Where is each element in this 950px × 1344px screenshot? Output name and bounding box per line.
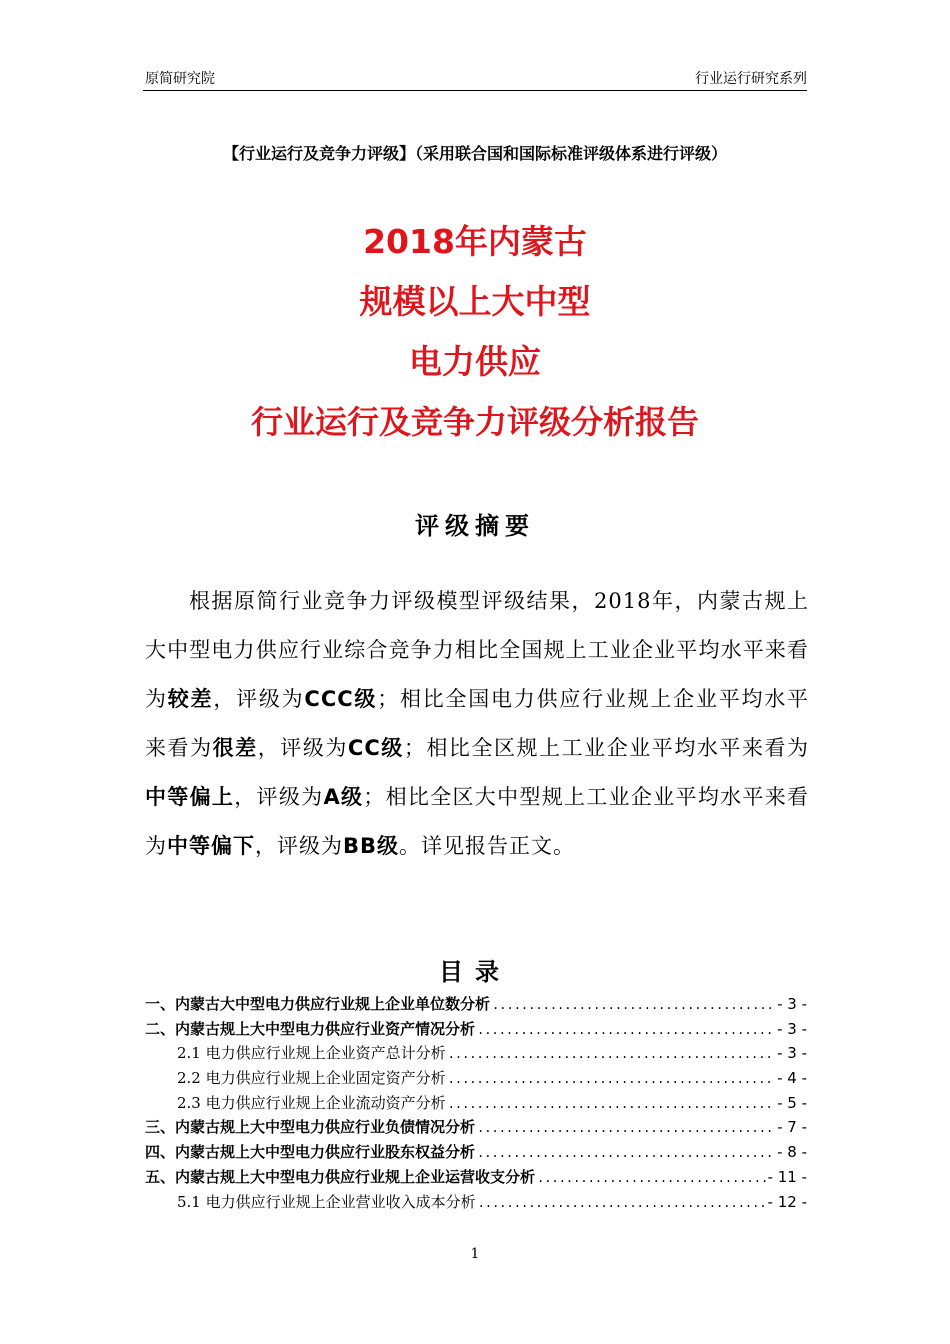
summary-paragraph [145,577,809,871]
rating-method-line: 【行业运行及竞争力评级】（采用联合国和国际标准评级体系进行评级） [222,144,727,163]
toc-leader-dots [477,1018,775,1043]
toc-entry-page: - 8 - [777,1143,807,1162]
toc-entry-title: 四、内蒙古规上大中型电力供应行业股东权益分析 [145,1143,476,1162]
summary-text: ，评级为 [213,687,305,711]
toc-entry[interactable] [145,1017,807,1042]
toc-entry-title: 二、内蒙古规上大中型电力供应行业资产情况分析 [145,1019,476,1038]
toc-entry-page: - 7 - [777,1118,807,1137]
summary-emphasis: 很差 [212,736,258,760]
page-header [143,66,807,91]
toc-leader-dots [537,1166,766,1191]
summary-emphasis: CCC级 [304,687,378,711]
toc-entry-title: 五、内蒙古规上大中型电力供应行业规上企业运营收支分析 [145,1167,536,1186]
toc-entry-page: - 11 - [767,1167,807,1186]
summary-text: ；相比全区大中型规上工业企业平均水平来看为 [145,785,810,858]
toc-leader-dots [477,1141,775,1166]
summary-emphasis: CC级 [347,736,404,760]
toc-entry-title: 2.3 电力供应行业规上企业流动资产分析 [177,1093,446,1112]
toc-leader-dots [448,1092,775,1117]
toc-entry-page: - 12 - [767,1192,807,1211]
title-line-1: 2018年内蒙古 [363,222,587,261]
title-line-4: 行业运行及竞争力评级分析报告 [250,403,699,441]
summary-emphasis: 中等偏上 [145,785,235,809]
toc-heading: 目录 [439,958,511,986]
toc-leader-dots [448,1042,775,1067]
toc-leader-dots [478,1191,766,1216]
toc-entry[interactable] [145,992,807,1017]
header-series: 行业运行研究系列 [695,71,807,87]
table-of-contents [145,992,807,1214]
toc-entry[interactable] [145,1190,807,1215]
toc-entry-page: - 3 - [777,995,807,1013]
toc-entry-page: - 5 - [777,1093,807,1112]
title-line-2: 规模以上大中型 [359,282,591,321]
toc-entry-page: - 4 - [777,1069,807,1088]
summary-text: ；相比全国电力供应行业规上企业平均水平来看为 [145,687,810,760]
title-line-3: 电力供应 [409,342,541,381]
toc-entry[interactable] [145,1091,807,1116]
summary-text: ，评级为 [234,785,324,809]
toc-entry[interactable] [145,1066,807,1091]
summary-text: 。详见报告正文。 [399,834,576,858]
header-institute: 原简研究院 [145,71,215,87]
summary-text: ，评级为 [255,834,343,858]
summary-emphasis: 中等偏下 [167,834,255,858]
toc-leader-dots [477,1116,775,1141]
toc-entry[interactable] [145,1140,807,1165]
toc-entry-page: - 3 - [777,1019,807,1038]
report-title [143,212,807,452]
summary-text: 根据原简行业竞争力评级模型评级结果，2018年，内蒙古规上大中型电力供应行业综合竞争力相比全国规上工业企业平均水平来看为 [145,589,809,711]
summary-emphasis: 较差 [167,687,214,711]
summary-emphasis: A级 [323,785,364,809]
toc-entry[interactable] [145,1041,807,1066]
toc-entry[interactable] [145,1165,807,1190]
toc-entry-page: - 3 - [777,1044,807,1063]
toc-entry-title: 三、内蒙古规上大中型电力供应行业负债情况分析 [145,1118,476,1137]
toc-entry-title: 5.1 电力供应行业规上企业营业收入成本分析 [177,1192,476,1211]
toc-entry-title: 2.2 电力供应行业规上企业固定资产分析 [177,1069,446,1088]
summary-text: ；相比全区规上工业企业平均水平来看为 [403,736,810,760]
summary-text: ，评级为 [257,736,348,760]
summary-heading: 评级摘要 [415,512,535,540]
toc-leader-dots [492,993,775,1018]
toc-entry-title: 2.1 电力供应行业规上企业资产总计分析 [177,1044,446,1063]
summary-emphasis: BB级 [343,834,400,858]
toc-entry[interactable] [145,1115,807,1140]
toc-leader-dots [448,1067,775,1092]
page-number: 1 [470,1246,480,1262]
toc-entry-title: 一、内蒙古大中型电力供应行业规上企业单位数分析 [145,995,491,1013]
